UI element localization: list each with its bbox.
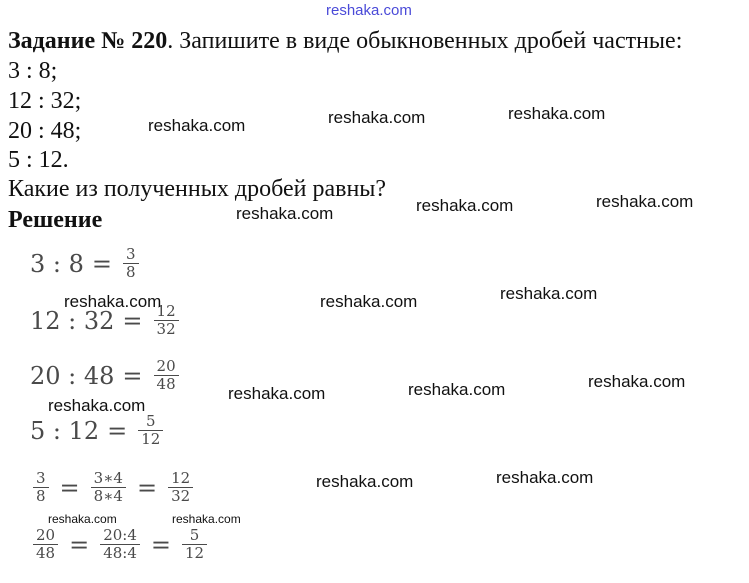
watermark: reshaka.com <box>328 108 426 127</box>
equals-sign: = <box>136 473 158 502</box>
solution-heading: Решение <box>8 207 103 233</box>
fraction <box>33 527 58 562</box>
denominator: 12 <box>141 430 161 448</box>
solution-row-3 <box>30 358 182 393</box>
denominator: 32 <box>171 487 191 505</box>
denominator: 48:4 <box>103 544 137 562</box>
numerator: 20 <box>156 357 176 375</box>
watermark: reshaka.com <box>500 284 598 303</box>
numerator: 20 <box>36 526 56 544</box>
denominator: 8 <box>36 487 46 505</box>
numerator: 3 <box>36 469 46 487</box>
watermark: reshaka.com <box>236 204 334 223</box>
task-item-3: 20 : 48; <box>8 118 82 144</box>
watermark: reshaka.com <box>148 116 246 135</box>
numerator: 3 <box>126 245 136 263</box>
fraction <box>91 470 126 505</box>
equals-sign: = <box>59 473 80 502</box>
watermark: reshaka.com <box>496 468 594 487</box>
watermark: reshaka.com <box>508 104 606 123</box>
fraction <box>100 527 140 562</box>
denominator: 8 <box>126 263 136 281</box>
task-label: Задание № 220 <box>8 28 168 54</box>
task-statement <box>8 28 682 55</box>
numerator: 20:4 <box>103 526 137 544</box>
site-header-link[interactable]: reshaka.com <box>326 2 412 19</box>
watermark: reshaka.com <box>588 372 686 391</box>
watermark: reshaka.com <box>316 472 414 491</box>
fraction <box>154 358 179 393</box>
denominator: 48 <box>36 544 56 562</box>
watermark: reshaka.com <box>416 196 514 215</box>
numerator: 5 <box>146 412 156 430</box>
watermark: reshaka.com <box>48 512 117 526</box>
watermark: reshaka.com <box>408 380 506 399</box>
equals-sign: = <box>69 530 90 559</box>
solution-row-4 <box>30 413 166 448</box>
watermark: reshaka.com <box>172 512 241 526</box>
numerator: 5 <box>189 526 200 544</box>
task-question: Какие из полученных дробей равны? <box>8 176 387 202</box>
equals-sign: = <box>122 306 143 335</box>
division-expression: 12 : 32 <box>30 306 115 335</box>
watermark: reshaka.com <box>596 192 694 211</box>
task-item-1: 3 : 8; <box>8 58 58 84</box>
numerator: 12 <box>156 302 176 320</box>
equals-sign: = <box>122 361 143 390</box>
division-expression: 3 : 8 <box>30 249 84 278</box>
equals-sign: = <box>107 416 128 445</box>
watermark: reshaka.com <box>48 396 146 415</box>
equality-chain-2 <box>30 527 210 562</box>
division-expression: 5 : 12 <box>30 416 100 445</box>
fraction <box>33 470 49 505</box>
watermark: reshaka.com <box>64 292 162 311</box>
task-item-2: 12 : 32; <box>8 88 82 114</box>
solution-row-1 <box>30 246 142 281</box>
numerator: 12 <box>171 469 191 487</box>
equals-sign: = <box>91 249 112 278</box>
equality-chain-1 <box>30 470 196 505</box>
equals-sign: = <box>150 530 171 559</box>
fraction <box>182 527 207 562</box>
fraction <box>138 413 163 448</box>
watermark: reshaka.com <box>320 292 418 311</box>
denominator: 32 <box>156 320 176 338</box>
denominator: 12 <box>185 544 205 562</box>
watermark: reshaka.com <box>228 384 326 403</box>
fraction <box>123 246 139 281</box>
division-expression: 20 : 48 <box>30 361 115 390</box>
fraction <box>168 470 193 505</box>
denominator: 48 <box>156 375 176 393</box>
denominator: 8∗4 <box>93 487 123 505</box>
task-item-4: 5 : 12. <box>8 147 69 173</box>
task-text: . Запишите в виде обыкновенных дробей частные: <box>167 28 683 54</box>
numerator: 3∗4 <box>93 469 123 487</box>
